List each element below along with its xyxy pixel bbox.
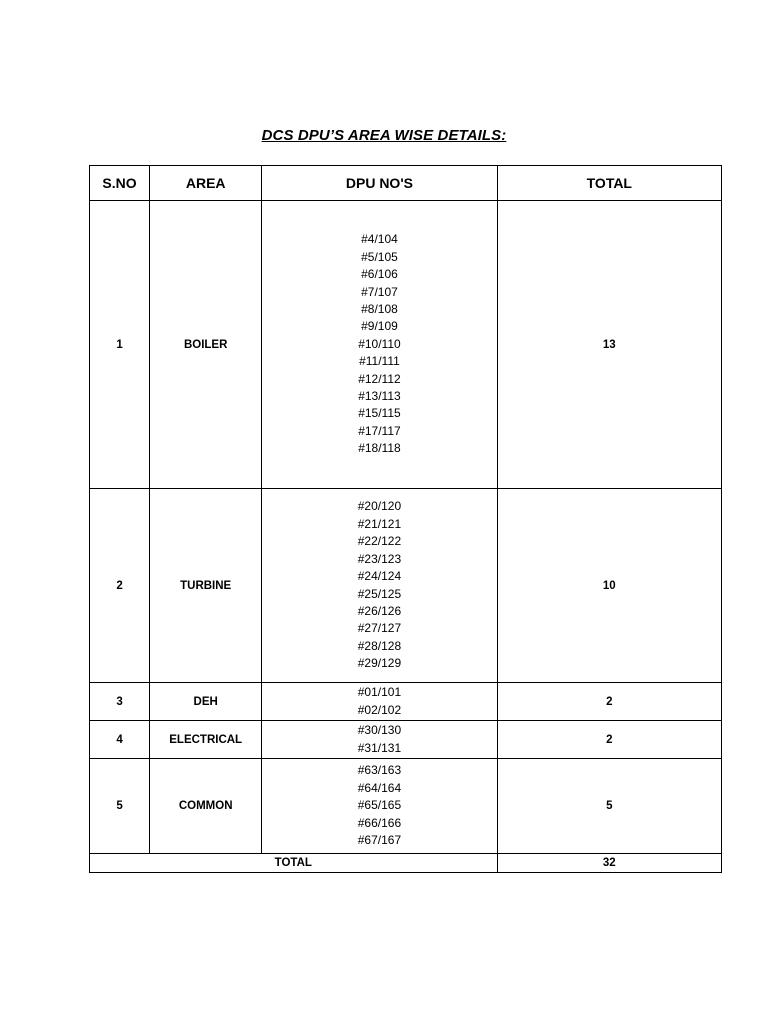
row-total: 5 [497, 759, 721, 854]
dpu-number: #4/104 [361, 232, 398, 247]
row-sno: 3 [90, 683, 150, 721]
total-label: TOTAL [90, 854, 498, 873]
row-area: COMMON [150, 759, 262, 854]
dpu-number: #21/121 [357, 516, 402, 531]
table-header-row [90, 166, 722, 201]
row-dpu-list [262, 721, 497, 759]
dpu-number: #22/122 [357, 534, 402, 549]
dpu-number: #27/127 [357, 621, 402, 636]
dpu-area-table [89, 165, 722, 873]
row-area: ELECTRICAL [150, 721, 262, 759]
table-row [90, 489, 722, 683]
row-dpu-list [262, 759, 497, 854]
row-total: 13 [497, 201, 721, 489]
dpu-number: #5/105 [361, 249, 398, 264]
dpu-number: #63/163 [357, 763, 402, 778]
table-total-row [90, 854, 722, 873]
dpu-number: #67/167 [357, 833, 402, 848]
dpu-number: #13/113 [358, 389, 401, 404]
dpu-number: #10/110 [358, 336, 401, 351]
dpu-number: #29/129 [357, 656, 402, 671]
row-area: BOILER [150, 201, 262, 489]
table-row [90, 759, 722, 854]
dpu-number: #01/101 [357, 685, 402, 700]
row-sno: 5 [90, 759, 150, 854]
row-total: 2 [497, 721, 721, 759]
dpu-number: #26/126 [357, 603, 402, 618]
dpu-number: #02/102 [357, 702, 402, 717]
row-dpu-list [262, 683, 497, 721]
table-row [90, 201, 722, 489]
dpu-number: #20/120 [357, 499, 402, 514]
dpu-number: #12/112 [358, 371, 401, 386]
header-dpu: DPU NO'S [262, 166, 497, 201]
dpu-number: #31/131 [357, 740, 402, 755]
dpu-number: #18/118 [358, 441, 401, 456]
dpu-number: #24/124 [357, 569, 402, 584]
row-area: TURBINE [150, 489, 262, 683]
dpu-number: #11/111 [359, 354, 400, 369]
row-dpu-list [262, 489, 497, 683]
row-total: 2 [497, 683, 721, 721]
header-area: AREA [150, 166, 262, 201]
row-sno: 1 [90, 201, 150, 489]
dpu-number: #30/130 [357, 723, 402, 738]
row-dpu-list [262, 201, 497, 489]
dpu-number: #15/115 [358, 406, 401, 421]
dpu-number: #7/107 [361, 284, 398, 299]
dpu-number: #8/108 [361, 301, 398, 316]
table-row [90, 721, 722, 759]
header-sno: S.NO [90, 166, 150, 201]
dpu-number: #6/106 [361, 267, 398, 282]
row-sno: 4 [90, 721, 150, 759]
row-sno: 2 [90, 489, 150, 683]
dpu-number: #25/125 [357, 586, 402, 601]
dpu-number: #65/165 [357, 798, 402, 813]
dpu-number: #28/128 [357, 638, 402, 653]
table-row [90, 683, 722, 721]
dpu-number: #66/166 [357, 815, 402, 830]
header-total: TOTAL [497, 166, 721, 201]
dpu-number: #9/109 [361, 319, 398, 334]
dpu-number: #17/117 [358, 423, 401, 438]
row-total: 10 [497, 489, 721, 683]
row-area: DEH [150, 683, 262, 721]
document-title: DCS DPU’S AREA WISE DETAILS: [261, 127, 507, 144]
dpu-number: #64/164 [357, 780, 402, 795]
total-value: 32 [497, 854, 721, 873]
dpu-number: #23/123 [357, 551, 402, 566]
